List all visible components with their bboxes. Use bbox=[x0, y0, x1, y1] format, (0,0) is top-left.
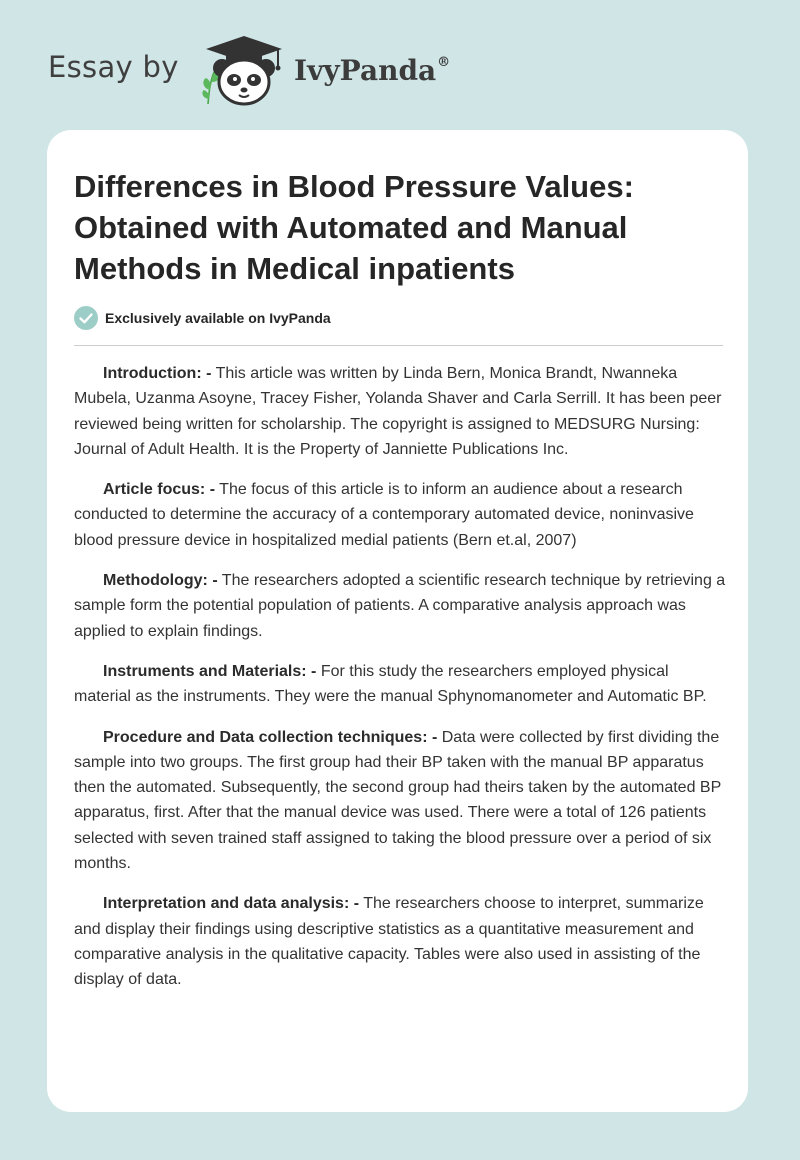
site-header bbox=[0, 0, 800, 130]
paragraph-methodology bbox=[74, 568, 726, 644]
paragraph-text: This article was written by Linda Bern, Monica Brandt, Nwanneka Mubela, Uzanma Asoyne, Tracey Fisher, Yolanda Shaver and Carla Serrill. It has been peer reviewed being written for scholarship. The copyright is assigned to MEDSURG Nursing: Journal of Adult Health. It is the Property of Janniette Publications Inc. bbox=[74, 365, 722, 458]
essay-by-label: Essay by bbox=[48, 50, 179, 84]
exclusive-badge bbox=[74, 306, 331, 330]
paragraph-label: Procedure and Data collection techniques: - bbox=[103, 728, 438, 746]
exclusive-label: Exclusively available on IvyPanda bbox=[105, 310, 331, 326]
paragraph-label: Instruments and Materials: - bbox=[103, 662, 317, 680]
paragraph-label: Article focus: - bbox=[103, 481, 216, 499]
paragraph-text: Data were collected by first dividing the sample into two groups. The first group had their BP taken with the manual BP apparatus then the automated. Subsequently, the second group had theirs taken by the automated BP apparatus, first. After that the manual device was used. There were a total of 126 patients selected with seven trained staff assigned to taking the blood pressure over a period of six months. bbox=[74, 728, 721, 873]
brand-name[interactable]: IvyPanda® bbox=[294, 54, 451, 87]
paragraph-text: The researchers choose to interpret, summarize and display their findings using descriptive statistics as a quantitative measurement and comparative analysis in the qualitative capacity. Tables were also used in assisting of the display of data. bbox=[74, 895, 704, 989]
paragraph-article-focus bbox=[74, 477, 726, 553]
registered-mark: ® bbox=[437, 55, 451, 70]
paragraph-instruments bbox=[74, 659, 726, 710]
paragraph-text: For this study the researchers employed physical material as the instruments. They were the manual Sphynomanometer and Automatic BP. bbox=[74, 662, 707, 706]
essay-card bbox=[47, 130, 748, 1112]
paragraph-label: Introduction: - bbox=[103, 365, 212, 382]
check-badge-icon bbox=[74, 306, 98, 330]
paragraph-label: Methodology: - bbox=[103, 572, 218, 590]
paragraph-text: The researchers adopted a scientific research technique by retrieving a sample form the potential population of patients. A comparative analysis approach was applied to explain findings. bbox=[74, 572, 726, 640]
paragraph-label: Interpretation and data analysis: - bbox=[103, 895, 360, 913]
panda-graduate-logo-icon[interactable] bbox=[198, 32, 290, 110]
divider bbox=[74, 345, 723, 346]
paragraph-text: The focus of this article is to inform an audience about a research conducted to determine the accuracy of a contemporary automated device, noninvasive blood pressure device in hospitalized medial patients (Bern et.al, 2007) bbox=[74, 481, 694, 549]
paragraph-introduction bbox=[74, 361, 726, 462]
paragraph-interpretation bbox=[74, 891, 726, 992]
essay-title: Differences in Blood Pressure Values: Obtained with Automated and Manual Methods in Medical inpatients bbox=[74, 169, 634, 286]
paragraph-procedure bbox=[74, 725, 726, 877]
leaf-icon bbox=[202, 71, 220, 104]
essay-body bbox=[74, 361, 726, 1008]
